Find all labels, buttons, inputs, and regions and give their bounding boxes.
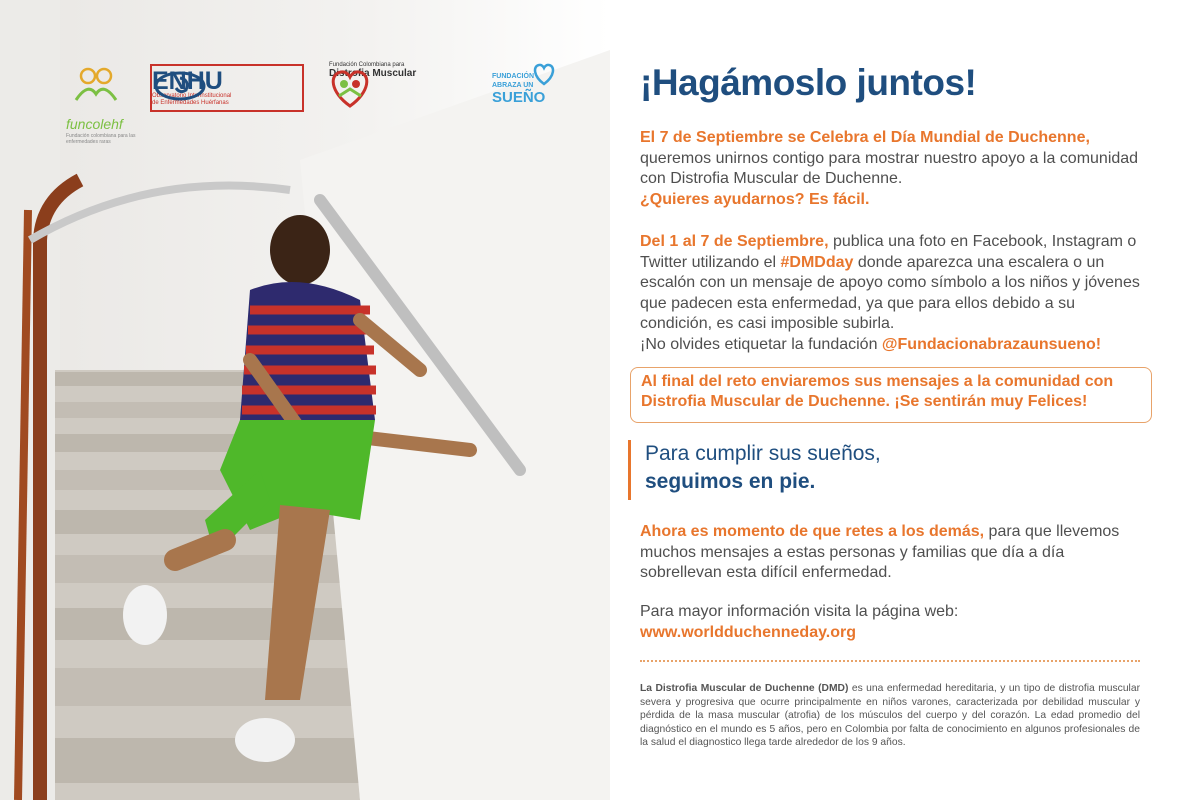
challenge-lead: Del 1 al 7 de Septiembre, xyxy=(640,233,829,250)
heart-icon xyxy=(530,60,558,88)
abraza-1: FUNDACIÓN xyxy=(492,73,534,80)
challenge-c: ¡No olvides etiquetar la fundación xyxy=(640,335,882,353)
funcolehf-tagline: Fundación colombiana para las enfermedades raras xyxy=(66,133,136,145)
headline: ¡Hagámoslo juntos! xyxy=(640,62,977,103)
funcolehf-icon xyxy=(66,60,126,120)
abraza-2: ABRAZA UN xyxy=(492,82,534,89)
dare-paragraph xyxy=(640,522,1150,584)
footnote-lead: La Distrofia Muscular de Duchenne (DMD) xyxy=(640,683,849,694)
enhu-name: ENHU xyxy=(152,67,223,95)
quote-block xyxy=(628,440,881,500)
info-text: Para mayor información visita la página web: xyxy=(640,603,959,620)
funcolehf-name: funcolehf xyxy=(66,116,123,132)
intro-rest: queremos unirnos contigo para mostrar nuestro apoyo a la comunidad con Distrofia Muscular de Duchenne. xyxy=(640,149,1139,187)
heart-people-icon xyxy=(325,62,375,112)
intro-paragraph xyxy=(640,128,1150,210)
intro-lead: El 7 de Septiembre se Celebra el Día Mundial de Duchenne, xyxy=(640,129,1090,146)
fcdm-big: Distrofia Muscular xyxy=(329,68,417,79)
dare-lead: Ahora es momento de que retes a los demás, xyxy=(640,523,985,540)
handle: @Fundacionabrazaunsueno! xyxy=(881,335,1102,353)
fcdm-logo xyxy=(325,62,416,79)
challenge-b: donde aparezca una escalera o un escalón con un mensaje de apoyo como símbolo a los niños y jóvenes que padecen esta enfermedad, ya que para ellos debido a su condición, es casi imposible subirla. xyxy=(640,253,1140,332)
callout-box: Al final del reto enviaremos sus mensajes a la comunidad con Distrofia Muscular de Duchenne. ¡Se sentirán muy Felices! xyxy=(630,367,1152,423)
enhu-sub-1: Observatorio Interinstitucional xyxy=(152,93,232,99)
abraza-3: SUEÑO xyxy=(492,89,546,106)
enhu-logo xyxy=(150,64,304,112)
challenge-paragraph xyxy=(640,232,1150,355)
content-panel xyxy=(640,0,1150,800)
fcdm-small: Fundación Colombiana para xyxy=(329,62,405,68)
intro-question: ¿Quieres ayudarnos? Es fácil. xyxy=(640,190,870,208)
abraza-logo xyxy=(492,62,545,105)
challenge-a: publica una foto en Facebook, Instagram o Twitter utilizando el xyxy=(640,233,1137,271)
quote-line-2: seguimos en pie. xyxy=(645,470,816,493)
info-paragraph xyxy=(640,602,1150,643)
quote-line-1: Para cumplir sus sueños, xyxy=(645,442,881,465)
hashtag: #DMDday xyxy=(780,253,854,271)
footnote xyxy=(640,682,1140,750)
website-link[interactable]: www.worldduchenneday.org xyxy=(640,623,857,641)
dare-rest: para que llevemos muchos mensajes a estas personas y familias que día a día sobrellevan esta difícil enfermedad. xyxy=(640,523,1120,581)
divider xyxy=(640,660,1140,662)
eye-icon xyxy=(152,66,208,106)
enhu-sub-2: de Enfermedades Huérfanas xyxy=(152,100,229,106)
footnote-rest: es una enfermedad hereditaria, y un tipo de distrofia muscular severa y progresiva que ocurre principalmente en niños varones, caracterizada por debilidad muscular y pérdida de la masa muscular (atrofia) de los músculos del cuerpo y del corazón. La edad promedio del diagnóstico en el mundo es 5 años, pero en Colombia por falta de conocimiento en algunos profesionales de la salud el diagnostico llega tarde alrededor de los 9 años. xyxy=(640,683,1140,748)
